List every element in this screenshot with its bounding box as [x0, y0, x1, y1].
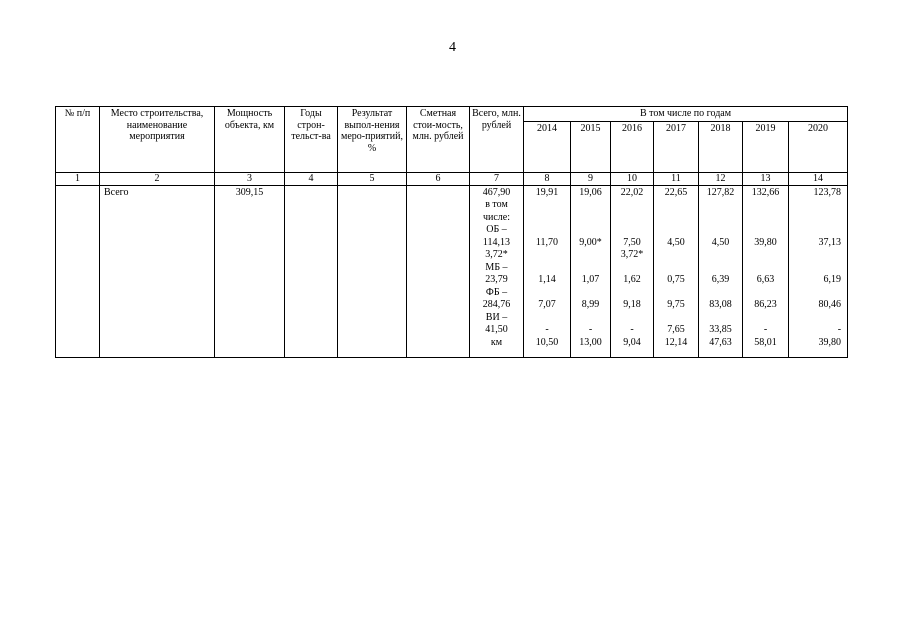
year-value: [791, 262, 845, 275]
year-value: [573, 224, 608, 237]
year-header: 2016: [611, 121, 654, 172]
row-year-value: [699, 185, 743, 357]
year-header: 2018: [699, 121, 743, 172]
row-year-value: [654, 185, 699, 357]
column-number: 8: [524, 172, 571, 185]
row-year-value: [789, 185, 848, 357]
column-number: 14: [789, 172, 848, 185]
year-value: [573, 312, 608, 325]
year-value: [613, 312, 651, 325]
year-value: 58,01: [754, 336, 777, 348]
year-value: [745, 262, 786, 275]
year-value: [656, 224, 696, 237]
year-value: 13,00: [579, 336, 602, 348]
year-value: [701, 287, 740, 300]
year-value: 4,50: [711, 236, 730, 248]
year-value: [656, 262, 696, 275]
column-number: 10: [611, 172, 654, 185]
year-value: 6,63: [756, 274, 775, 285]
row-total: [470, 185, 524, 357]
year-value: 80,46: [818, 299, 842, 310]
year-value: 9,18: [623, 299, 641, 310]
year-value: 19,91: [535, 186, 559, 198]
year-value: [573, 212, 608, 225]
column-number: 3: [215, 172, 285, 185]
year-value: 0,75: [667, 274, 685, 285]
header-place: Место строительства, наименование мероприятия: [100, 107, 215, 173]
year-header: 2015: [571, 121, 611, 172]
column-number-row: [56, 172, 848, 185]
year-value: 12,14: [664, 336, 688, 348]
total-line: 41,50: [485, 324, 508, 335]
year-value: 10,50: [535, 336, 559, 348]
year-value: 6,19: [823, 274, 842, 285]
year-value: 9,75: [667, 299, 685, 310]
row-year-value: [524, 185, 571, 357]
column-number: 12: [699, 172, 743, 185]
header-num: № п/п: [56, 107, 100, 173]
year-value: -: [545, 324, 549, 335]
year-value: [791, 312, 845, 325]
year-value: [745, 312, 786, 325]
year-value: [791, 199, 845, 212]
total-line: 284,76: [482, 299, 511, 310]
year-value: 11,70: [535, 236, 559, 248]
year-value: [745, 212, 786, 225]
column-number: 6: [407, 172, 470, 185]
row-year-value: [611, 185, 654, 357]
year-value: 9,04: [623, 336, 641, 348]
year-value: [745, 199, 786, 212]
total-line: 114,13: [482, 236, 511, 248]
year-header: 2017: [654, 121, 699, 172]
year-value: 86,23: [754, 299, 777, 310]
total-line: МБ –: [485, 261, 508, 273]
year-value: 33,85: [709, 324, 732, 335]
total-line: 3,72*: [485, 249, 508, 260]
year-value: 123,78: [813, 186, 842, 198]
page-number: 4: [449, 40, 456, 55]
total-line: км: [490, 336, 503, 348]
year-value: -: [837, 324, 842, 335]
total-line: в том: [485, 199, 508, 210]
year-value: [526, 224, 568, 237]
year-value: 47,63: [709, 336, 732, 348]
column-number: 13: [743, 172, 789, 185]
header-row: [56, 107, 848, 122]
total-line: ФБ –: [485, 286, 508, 298]
year-value: [526, 287, 568, 300]
row-result: [338, 185, 407, 357]
year-value: [701, 249, 740, 262]
year-value: [656, 199, 696, 212]
year-value: 39,80: [818, 336, 842, 348]
row-year-value: [571, 185, 611, 357]
year-value: 39,80: [754, 236, 777, 248]
year-value: 83,08: [709, 299, 732, 310]
column-number: 7: [470, 172, 524, 185]
year-value: [573, 262, 608, 275]
year-value: [791, 224, 845, 237]
year-value: [701, 224, 740, 237]
row-num: [56, 185, 100, 357]
year-value: [526, 262, 568, 275]
year-value: 132,66: [751, 186, 780, 198]
year-value: 3,72*: [620, 249, 644, 260]
year-value: 1,07: [581, 274, 600, 285]
year-value: [526, 212, 568, 225]
year-value: 37,13: [818, 236, 842, 248]
row-capacity: 309,15: [215, 185, 285, 357]
year-value: -: [763, 324, 768, 335]
year-value: 7,65: [667, 324, 685, 335]
year-value: [526, 249, 568, 262]
row-place: Всего: [100, 185, 215, 357]
column-number: 1: [56, 172, 100, 185]
year-value: 6,39: [711, 274, 730, 285]
year-value: [613, 212, 651, 225]
header-capacity: Мощность объекта, км: [215, 107, 285, 173]
year-value: 1,14: [538, 274, 556, 285]
total-line: 467,90: [482, 186, 511, 198]
year-value: 22,02: [620, 186, 644, 198]
year-value: [613, 224, 651, 237]
year-value: 7,50: [623, 236, 641, 248]
year-value: 127,82: [706, 186, 735, 198]
year-value: 22,65: [664, 186, 688, 198]
year-value: [701, 262, 740, 275]
year-value: [791, 249, 845, 262]
header-result: Результат выпол-нения меро-приятий, %: [338, 107, 407, 173]
total-line: ВИ –: [485, 311, 508, 323]
year-value: [526, 312, 568, 325]
table-row: [56, 185, 848, 357]
year-value: [701, 212, 740, 225]
total-line: числе:: [482, 211, 511, 223]
column-number: 2: [100, 172, 215, 185]
year-value: [745, 249, 786, 262]
year-header: 2019: [743, 121, 789, 172]
total-line: 23,79: [485, 274, 508, 285]
year-value: -: [630, 324, 634, 335]
column-number: 11: [654, 172, 699, 185]
year-value: [701, 199, 740, 212]
total-line: ОБ –: [486, 224, 507, 235]
year-value: [573, 287, 608, 300]
year-value: [613, 287, 651, 300]
year-value: [656, 312, 696, 325]
year-value: 8,99: [581, 299, 600, 310]
year-value: 4,50: [667, 236, 685, 248]
year-value: [613, 199, 651, 212]
year-value: [701, 312, 740, 325]
year-value: [656, 287, 696, 300]
year-value: [656, 212, 696, 225]
year-header: 2014: [524, 121, 571, 172]
header-years: Годы строн-тельст-ва: [285, 107, 338, 173]
year-value: [791, 287, 845, 300]
header-cost: Сметная стои-мость, млн. рублей: [407, 107, 470, 173]
header-by-years: В том числе по годам: [524, 107, 848, 122]
year-value: [745, 287, 786, 300]
year-value: [745, 224, 786, 237]
year-value: [613, 262, 651, 275]
year-header: 2020: [789, 121, 848, 172]
column-number: 4: [285, 172, 338, 185]
row-years: [285, 185, 338, 357]
year-value: [526, 199, 568, 212]
year-value: 19,06: [579, 186, 602, 198]
row-cost: [407, 185, 470, 357]
column-number: 5: [338, 172, 407, 185]
year-value: [656, 249, 696, 262]
investment-table: [55, 106, 848, 358]
year-value: 1,62: [623, 274, 641, 285]
year-value: -: [588, 324, 593, 335]
column-number: 9: [571, 172, 611, 185]
year-value: [791, 212, 845, 225]
row-year-value: [743, 185, 789, 357]
year-value: [573, 199, 608, 212]
header-total: Всего, млн. рублей: [470, 107, 524, 173]
year-value: 9,00*: [579, 236, 602, 248]
year-value: 7,07: [538, 299, 556, 310]
year-value: [573, 249, 608, 262]
